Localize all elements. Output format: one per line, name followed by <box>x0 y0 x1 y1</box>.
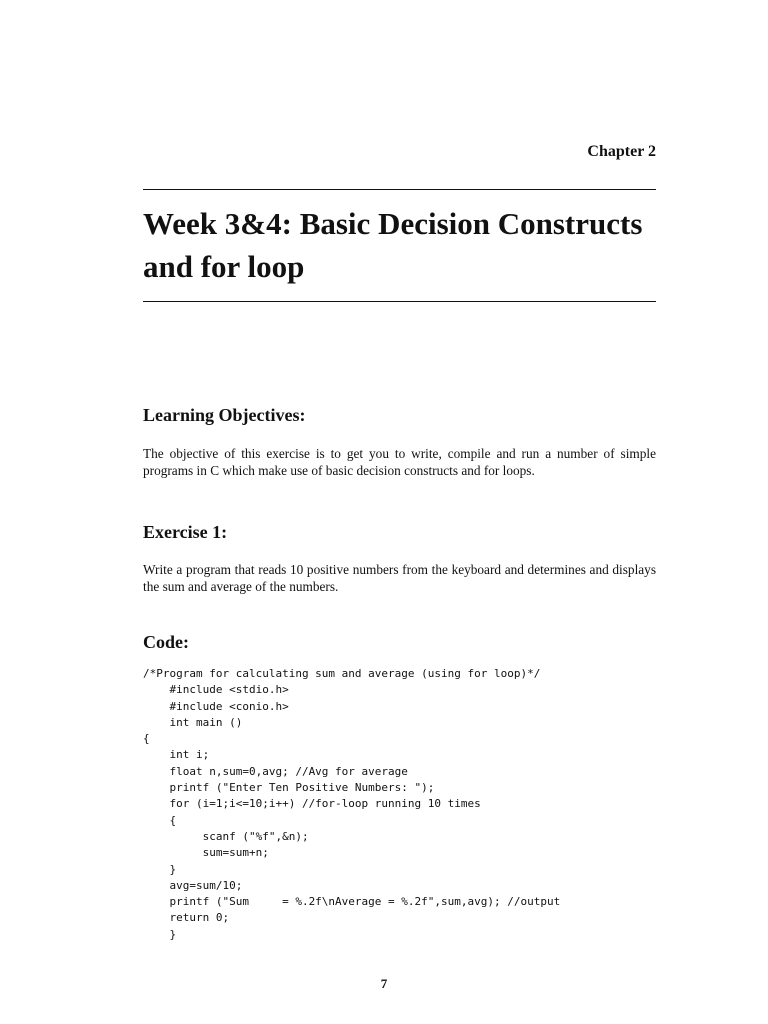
code-line: return 0; <box>143 911 230 925</box>
learning-objectives-heading: Learning Objectives: <box>143 405 306 425</box>
code-line: } <box>143 927 177 941</box>
chapter-label: Chapter 2 <box>587 143 656 160</box>
code-line: #include <conio.h> <box>143 699 289 713</box>
code-line: sum=sum+n; <box>143 846 269 860</box>
chapter-title: Week 3&4: Basic Decision Constructs and for loop <box>143 206 643 284</box>
page-number: 7 <box>380 976 388 991</box>
code-line: printf ("Enter Ten Positive Numbers: "); <box>143 781 435 795</box>
code-line: } <box>143 862 177 876</box>
code-heading: Code: <box>143 632 189 652</box>
code-line: for (i=1;i<=10;i++) //for-loop running 10 times <box>143 797 481 811</box>
exercise-text: Write a program that reads 10 positive numbers from the keyboard and determines and displays the sum and average of the numbers. <box>143 562 656 594</box>
code-line: int main () <box>143 715 243 729</box>
code-line: { <box>143 813 177 827</box>
learning-objectives-text: The objective of this exercise is to get you to write, compile and run a number of simple programs in C which make use of basic decision constructs and for loops. <box>143 446 656 478</box>
title-bottom-rule <box>143 301 656 302</box>
code-line: printf ("Sum = %.2f\nAverage = %.2f",sum,avg); //output <box>143 895 561 909</box>
code-line: float n,sum=0,avg; //Avg for average <box>143 764 408 778</box>
code-line: { <box>143 732 150 746</box>
code-line: avg=sum/10; <box>143 878 243 892</box>
code-listing <box>143 666 560 943</box>
code-line: #include <stdio.h> <box>143 683 289 697</box>
exercise-heading: Exercise 1: <box>143 522 228 542</box>
code-line: scanf ("%f",&n); <box>143 829 309 843</box>
code-line: /*Program for calculating sum and average (using for loop)*/ <box>143 667 541 680</box>
title-top-rule <box>143 189 656 190</box>
code-line: int i; <box>143 748 210 762</box>
